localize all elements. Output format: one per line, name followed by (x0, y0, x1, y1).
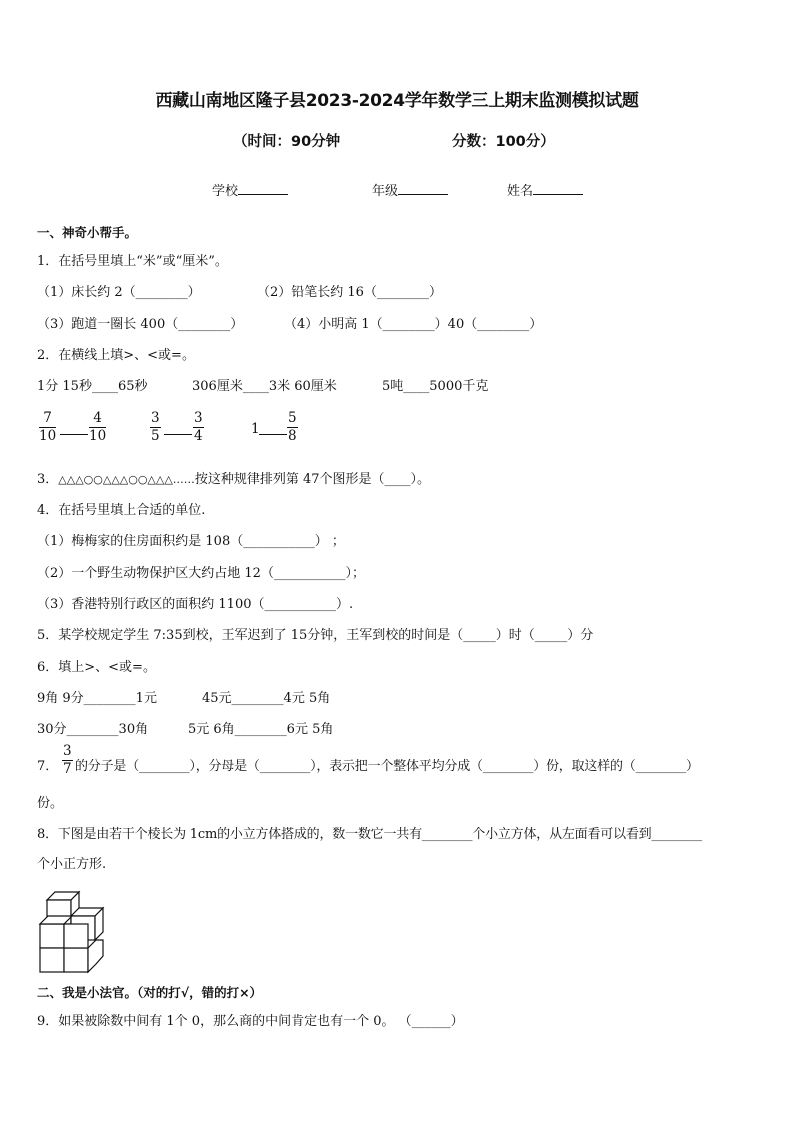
q7-tail: 份。 (37, 796, 64, 811)
cube-stack-figure (36, 886, 110, 976)
q2-fraction-3-4: $\frac{3}{4}$ (194, 410, 203, 444)
q7-fraction: $\frac{3}{7}$ (63, 743, 72, 777)
q1-c: （3）跑道一圈长 400（________） (37, 317, 244, 332)
school-field: 学校 (212, 180, 288, 199)
q4-a: （1）梅梅家的住房面积约是 108（___________） ； (37, 534, 345, 549)
q2-a: 1分 15秒____65秒 (37, 379, 148, 394)
exam-score: 分数：100分） (452, 134, 555, 150)
q6-b: 45元________4元 5角 (202, 691, 331, 706)
q2-blank-3 (259, 434, 287, 435)
q1-d: （4）小明高 1（________）40（________） (284, 317, 543, 332)
q6-a: 9角 9分________1元 (37, 691, 157, 706)
grade-field: 年级 (372, 180, 448, 199)
q8-line-1: 8．下图是由若干个棱长为 1cm的小立方体搭成的，数一数它一共有________个小立方体，从左面看可以看到________ (37, 827, 702, 842)
q2-fraction-4-10: $\frac{4}{10}$ (89, 410, 107, 444)
q3: 3．△△△○○△△△○○△△△……按这种规律排列第 47个图形是（____）。 (37, 472, 430, 487)
q2-fraction-7-10: $\frac{7}{10}$ (39, 410, 57, 444)
q3-shape-pattern: △△△○○△△△○○△△△…… (58, 473, 195, 486)
q8-line-2: 个小正方形. (37, 857, 107, 872)
q1-stem: 1．在括号里填上“米”或“厘米”。 (37, 254, 228, 269)
exam-time: （时间：90分钟 (233, 134, 341, 150)
section-2-heading: 二、我是小法官。（对的打√，错的打×） (37, 985, 263, 1000)
q5: 5．某学校规定学生 7:35到校，王军迟到了 15分钟，王军到校的时间是（_____）时（_____）分 (37, 628, 594, 643)
name-field: 姓名 (507, 180, 583, 199)
q6-c: 30分________30角 (37, 722, 149, 737)
section-1-heading: 一、神奇小帮手。 (37, 225, 138, 240)
q4-stem: 4．在括号里填上合适的单位. (37, 503, 206, 518)
q2-blank-2 (164, 434, 192, 435)
q2-b: 306厘米____3米 60厘米 (192, 379, 337, 394)
q7-text: 的分子是（________），分母是（________），表示把一个整体平均分成（________）份，取这样的（________） (75, 759, 699, 774)
q4-b: （2）一个野生动物保护区大约占地 12（___________）； (37, 566, 365, 581)
q6-d: 5元 6角________6元 5角 (188, 722, 334, 737)
q2-fraction-5-8: $\frac{5}{8}$ (288, 410, 297, 444)
q6-stem: 6．填上>、<或=。 (37, 660, 156, 675)
q1-a: （1）床长约 2（________） (37, 285, 201, 300)
q2-stem: 2．在横线上填>、<或=。 (37, 348, 195, 363)
q2-blank-1 (60, 434, 88, 435)
q2-fraction-3-5: $\frac{3}{5}$ (151, 410, 160, 444)
q9: 9．如果被除数中间有 1个 0，那么商的中间肯定也有一个 0。 （______） (37, 1014, 464, 1029)
q1-b: （2）铅笔长约 16（________） (257, 285, 442, 300)
exam-title: 西藏山南地区隆子县2023-2024学年数学三上期末监测模拟试题 (155, 91, 639, 111)
q2-c: 5吨____5000千克 (382, 379, 489, 394)
q2-whole-1: 1 (251, 421, 260, 437)
q7-prefix: 7． (37, 759, 59, 774)
q4-c: （3）香港特别行政区的面积约 1100（___________）. (37, 597, 354, 612)
